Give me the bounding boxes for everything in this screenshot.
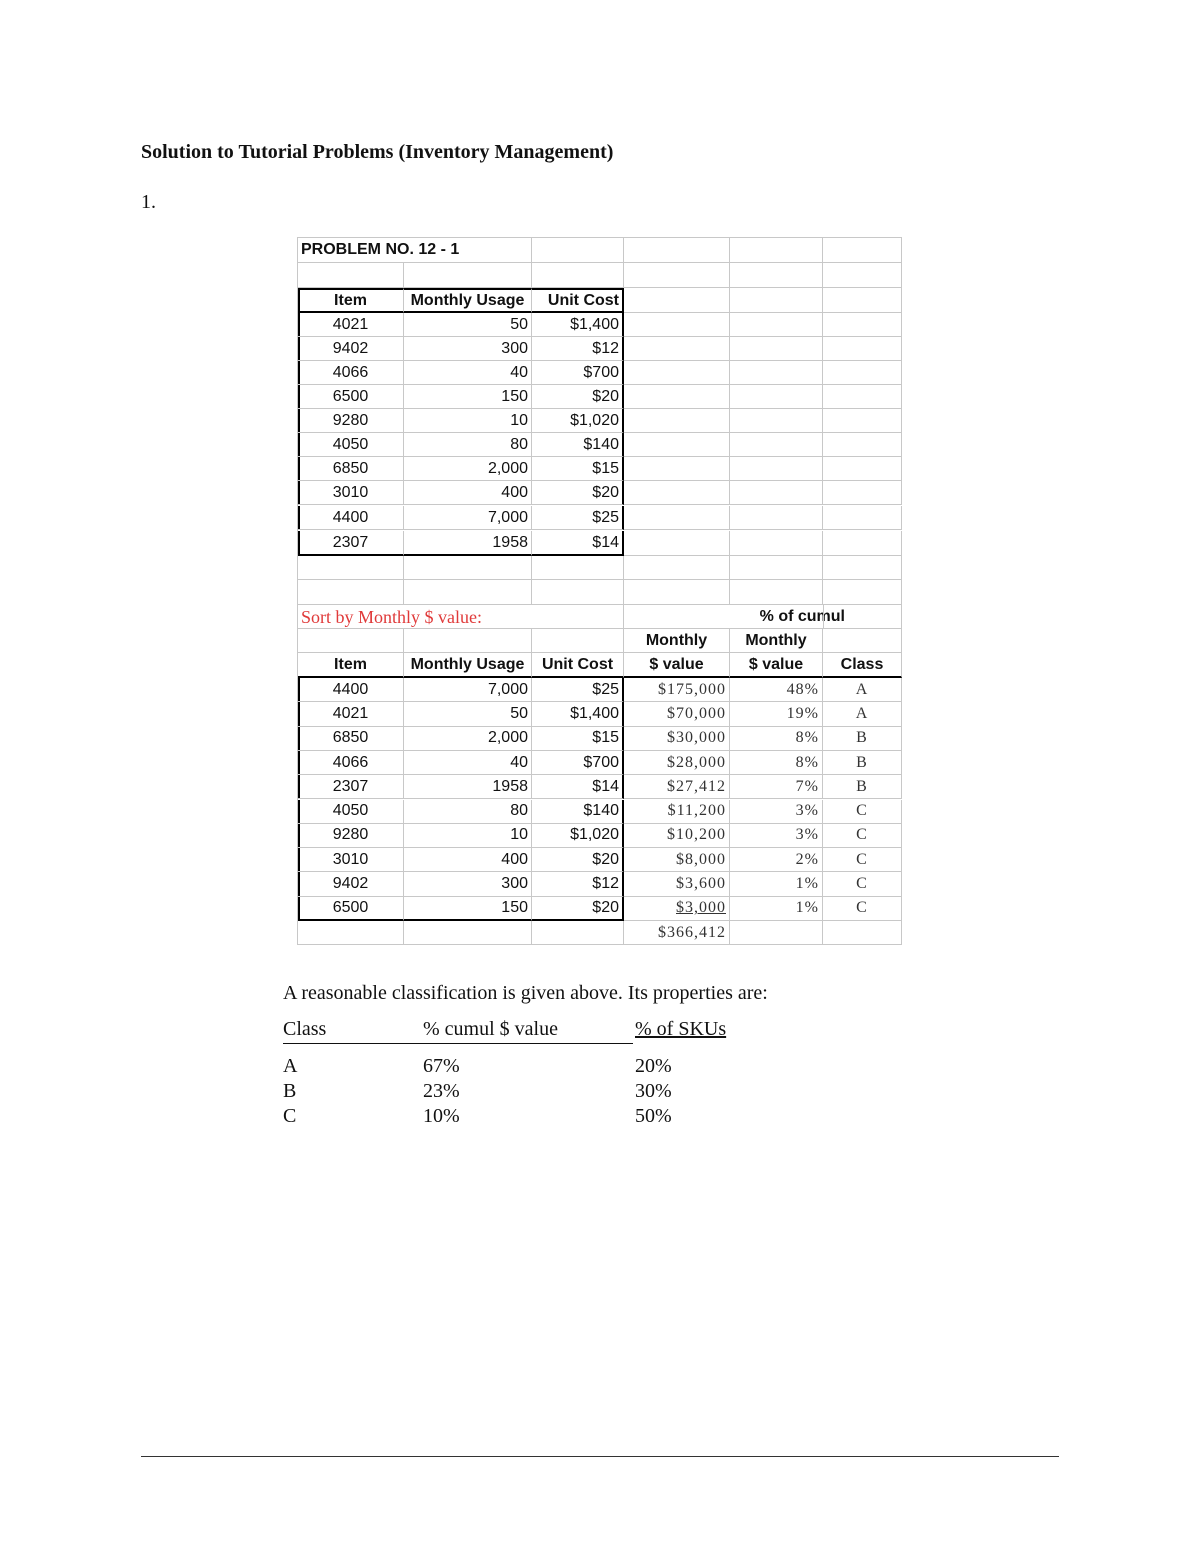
unsorted-item: 6850 <box>298 457 404 481</box>
sorted-cost: $700 <box>532 751 624 775</box>
sorted-usage: 150 <box>404 897 532 921</box>
sorted-pct: 1% <box>730 897 823 921</box>
sorted-item: 6500 <box>298 897 404 921</box>
sorted-class: C <box>823 897 902 921</box>
unsorted-header-row <box>298 288 902 313</box>
sorted-cost: $20 <box>532 848 624 872</box>
sorted-cost: $14 <box>532 775 624 799</box>
sorted-item: 4021 <box>298 702 404 726</box>
sorted-usage: 300 <box>404 872 532 896</box>
unsorted-item: 4021 <box>298 313 404 337</box>
sorted-col-header-class: Class <box>823 653 902 678</box>
sorted-pct: 2% <box>730 848 823 872</box>
unsorted-usage: 150 <box>404 385 532 409</box>
unsorted-item: 9402 <box>298 337 404 361</box>
sorted-table-row <box>298 775 902 799</box>
sorted-item: 4050 <box>298 800 404 824</box>
footer-rule <box>141 1456 1059 1457</box>
sheet-row-blank <box>298 556 902 580</box>
sorted-cost: $1,400 <box>532 702 624 726</box>
unsorted-item: 4050 <box>298 433 404 457</box>
unsorted-table-row <box>298 433 902 457</box>
sorted-table-row <box>298 751 902 775</box>
sheet-row-title <box>298 238 902 263</box>
sorted-item: 6850 <box>298 727 404 751</box>
cumul-value: 67% <box>423 1055 460 1077</box>
col-header-usage: Monthly Usage <box>404 288 532 313</box>
unsorted-usage: 80 <box>404 433 532 457</box>
sku-value: 20% <box>635 1055 672 1077</box>
unsorted-table-row <box>298 313 902 337</box>
document-title: Solution to Tutorial Problems (Inventory Management) <box>141 141 614 163</box>
sorted-cost: $25 <box>532 678 624 702</box>
unsorted-cost: $1,020 <box>532 409 624 433</box>
sort-label-row <box>298 605 902 629</box>
sorted-usage: 400 <box>404 848 532 872</box>
sorted-table-row <box>298 727 902 751</box>
unsorted-usage: 1958 <box>404 531 532 556</box>
sorted-usage: 40 <box>404 751 532 775</box>
sorted-class: C <box>823 800 902 824</box>
unsorted-cost: $12 <box>532 337 624 361</box>
pct-header-top: % of cumul <box>759 607 845 625</box>
question-number: 1. <box>141 191 156 213</box>
unsorted-cost: $15 <box>532 457 624 481</box>
sorted-value: $28,000 <box>624 751 730 775</box>
unsorted-usage: 50 <box>404 313 532 337</box>
class-header: Class <box>283 1018 327 1040</box>
unsorted-usage: 400 <box>404 481 532 505</box>
unsorted-item: 4400 <box>298 506 404 530</box>
sorted-class: C <box>823 872 902 896</box>
sorted-usage: 7,000 <box>404 678 532 702</box>
sorted-value: $3,000 <box>624 897 730 921</box>
cumul-value: 10% <box>423 1105 460 1127</box>
total-value: $366,412 <box>624 921 730 945</box>
spreadsheet <box>297 237 902 945</box>
unsorted-cost: $1,400 <box>532 313 624 337</box>
unsorted-usage: 2,000 <box>404 457 532 481</box>
sku-header: % of SKUs <box>635 1018 727 1040</box>
monthly-header-b: Monthly <box>730 629 823 653</box>
sorted-table-row <box>298 848 902 872</box>
unsorted-usage: 10 <box>404 409 532 433</box>
sorted-value: $30,000 <box>624 727 730 751</box>
sorted-table-row <box>298 872 902 896</box>
sorted-cost: $1,020 <box>532 824 624 848</box>
sorted-value: $27,412 <box>624 775 730 799</box>
unsorted-table-row <box>298 337 902 361</box>
sheet-row-blank <box>298 263 902 288</box>
sorted-usage: 50 <box>404 702 532 726</box>
sorted-pct: 3% <box>730 800 823 824</box>
unsorted-table-row <box>298 385 902 409</box>
cumul-value: 23% <box>423 1080 460 1102</box>
sorted-item: 4400 <box>298 678 404 702</box>
sorted-class: B <box>823 751 902 775</box>
sorted-class: B <box>823 775 902 799</box>
sheet-row-blank <box>298 580 902 605</box>
unsorted-item: 6500 <box>298 385 404 409</box>
sorted-cost: $15 <box>532 727 624 751</box>
classification-intro: A reasonable classification is given above. Its properties are: <box>283 982 768 1004</box>
unsorted-cost: $700 <box>532 361 624 385</box>
unsorted-cost: $25 <box>532 506 624 530</box>
unsorted-item: 3010 <box>298 481 404 505</box>
unsorted-cost: $140 <box>532 433 624 457</box>
sorted-header-row-2 <box>298 653 902 678</box>
sorted-table-row <box>298 678 902 702</box>
sorted-pct: 8% <box>730 751 823 775</box>
unsorted-table-row <box>298 361 902 385</box>
sorted-cost: $20 <box>532 897 624 921</box>
sorted-class: B <box>823 727 902 751</box>
sorted-col-header-usage: Monthly Usage <box>404 653 532 678</box>
sorted-pct: 1% <box>730 872 823 896</box>
unsorted-usage: 7,000 <box>404 506 532 530</box>
sorted-pct: 19% <box>730 702 823 726</box>
sorted-usage: 80 <box>404 800 532 824</box>
sorted-col-header-item: Item <box>298 653 404 678</box>
sorted-table-row <box>298 824 902 848</box>
sorted-pct: 3% <box>730 824 823 848</box>
unsorted-item: 2307 <box>298 531 404 556</box>
class-value: B <box>283 1080 297 1102</box>
sorted-col-header-cost: Unit Cost <box>532 653 624 678</box>
unsorted-cost: $14 <box>532 531 624 556</box>
sorted-class: A <box>823 678 902 702</box>
unsorted-table-row <box>298 481 902 505</box>
sku-value: 30% <box>635 1080 672 1102</box>
unsorted-item: 4066 <box>298 361 404 385</box>
sort-label: Sort by Monthly $ value: <box>298 605 624 629</box>
sorted-class: C <box>823 824 902 848</box>
problem-label: PROBLEM NO. 12 - 1 <box>298 238 532 263</box>
col-header-item: Item <box>298 288 404 313</box>
col-header-cost: Unit Cost <box>532 288 624 313</box>
sorted-table-row <box>298 897 902 921</box>
sorted-value: $8,000 <box>624 848 730 872</box>
sorted-value: $3,600 <box>624 872 730 896</box>
cumul-header: % cumul $ value <box>423 1018 558 1040</box>
sorted-cost: $140 <box>532 800 624 824</box>
unsorted-cost: $20 <box>532 385 624 409</box>
sku-value: 50% <box>635 1105 672 1127</box>
sorted-usage: 10 <box>404 824 532 848</box>
sorted-item: 3010 <box>298 848 404 872</box>
class-value: C <box>283 1105 297 1127</box>
sorted-value: $11,200 <box>624 800 730 824</box>
sorted-class: C <box>823 848 902 872</box>
sorted-value: $70,000 <box>624 702 730 726</box>
total-row <box>298 921 902 945</box>
class-value: A <box>283 1055 298 1077</box>
sorted-table-row <box>298 702 902 726</box>
sorted-table-row <box>298 800 902 824</box>
unsorted-table-row <box>298 409 902 433</box>
sorted-cost: $12 <box>532 872 624 896</box>
sorted-usage: 2,000 <box>404 727 532 751</box>
unsorted-table-row <box>298 506 902 530</box>
sorted-col-header-value: $ value <box>624 653 730 678</box>
sorted-col-header-pct: $ value <box>730 653 823 678</box>
sorted-item: 4066 <box>298 751 404 775</box>
sorted-item: 2307 <box>298 775 404 799</box>
unsorted-usage: 40 <box>404 361 532 385</box>
unsorted-table-row <box>298 531 902 556</box>
unsorted-cost: $20 <box>532 481 624 505</box>
monthly-header-a: Monthly <box>624 629 730 653</box>
sorted-class: A <box>823 702 902 726</box>
sorted-value: $175,000 <box>624 678 730 702</box>
header-underline <box>283 1043 633 1044</box>
sorted-value: $10,200 <box>624 824 730 848</box>
sorted-header-row-1 <box>298 629 902 653</box>
sorted-usage: 1958 <box>404 775 532 799</box>
unsorted-table-row <box>298 457 902 481</box>
sorted-item: 9280 <box>298 824 404 848</box>
sorted-item: 9402 <box>298 872 404 896</box>
sorted-pct: 48% <box>730 678 823 702</box>
sorted-pct: 7% <box>730 775 823 799</box>
sorted-pct: 8% <box>730 727 823 751</box>
unsorted-item: 9280 <box>298 409 404 433</box>
unsorted-usage: 300 <box>404 337 532 361</box>
